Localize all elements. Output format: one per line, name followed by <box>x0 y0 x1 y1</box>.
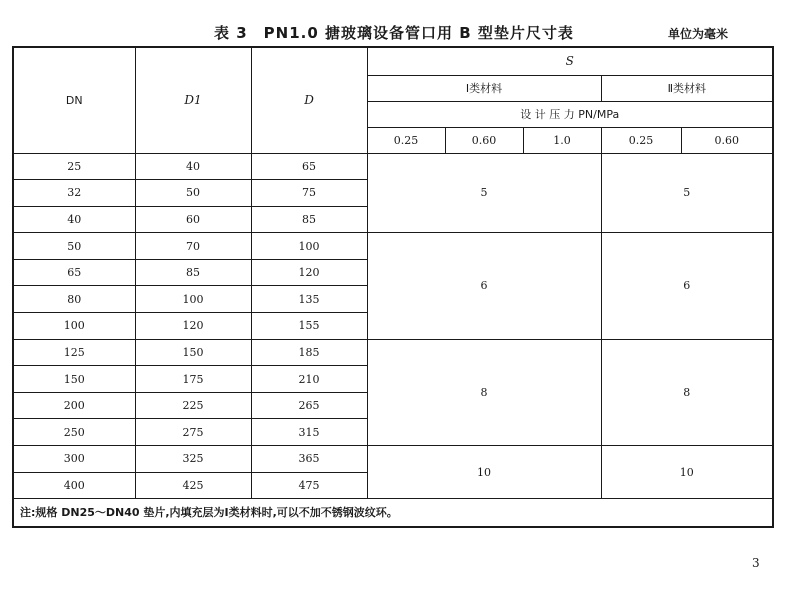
cell-dn: 125 <box>13 339 135 366</box>
cell-dn: 40 <box>13 206 135 233</box>
cell-d1: 85 <box>135 259 251 286</box>
header-pressure-value: 0.25 <box>601 127 681 153</box>
cell-d1: 60 <box>135 206 251 233</box>
cell-s-material-1: 10 <box>367 446 601 499</box>
cell-dn: 65 <box>13 259 135 286</box>
page-number: 3 <box>752 556 760 570</box>
cell-d1: 175 <box>135 366 251 393</box>
cell-d: 475 <box>251 472 367 499</box>
cell-d: 210 <box>251 366 367 393</box>
cell-s-material-2: 5 <box>601 153 773 233</box>
cell-s-material-1: 6 <box>367 233 601 339</box>
cell-d: 185 <box>251 339 367 366</box>
header-material-1: Ⅰ类材料 <box>367 75 601 101</box>
header-pressure-label: 设 计 压 力 PN/MPa <box>367 101 773 127</box>
cell-dn: 50 <box>13 233 135 260</box>
cell-d: 120 <box>251 259 367 286</box>
cell-d1: 150 <box>135 339 251 366</box>
cell-d: 75 <box>251 180 367 207</box>
cell-d: 315 <box>251 419 367 446</box>
header-dn: DN <box>13 47 135 153</box>
cell-dn: 200 <box>13 392 135 419</box>
gasket-dimension-table <box>12 46 774 528</box>
cell-s-material-2: 6 <box>601 233 773 339</box>
cell-d: 135 <box>251 286 367 313</box>
header-material-2: Ⅱ类材料 <box>601 75 773 101</box>
cell-d1: 100 <box>135 286 251 313</box>
cell-dn: 25 <box>13 153 135 180</box>
cell-d1: 225 <box>135 392 251 419</box>
cell-d: 100 <box>251 233 367 260</box>
cell-d: 365 <box>251 446 367 473</box>
cell-dn: 150 <box>13 366 135 393</box>
cell-dn: 100 <box>13 313 135 340</box>
header-d1-label: D1 <box>184 93 202 108</box>
header-pressure-value: 0.60 <box>445 127 523 153</box>
header-pressure-value: 0.25 <box>367 127 445 153</box>
header-pressure-value: 1.0 <box>523 127 601 153</box>
unit-label: 单位为毫米 <box>668 27 729 41</box>
cell-d1: 70 <box>135 233 251 260</box>
cell-d: 85 <box>251 206 367 233</box>
header-d1 <box>135 47 251 153</box>
cell-s-material-1: 5 <box>367 153 601 233</box>
cell-dn: 250 <box>13 419 135 446</box>
cell-d1: 120 <box>135 313 251 340</box>
cell-d: 265 <box>251 392 367 419</box>
cell-d1: 275 <box>135 419 251 446</box>
cell-d: 155 <box>251 313 367 340</box>
cell-dn: 32 <box>13 180 135 207</box>
cell-d: 65 <box>251 153 367 180</box>
cell-d1: 425 <box>135 472 251 499</box>
cell-s-material-1: 8 <box>367 339 601 445</box>
table-note: 注:规格 DN25～DN40 垫片,内填充层为Ⅰ类材料时,可以不加不锈钢波纹环。 <box>13 499 773 527</box>
cell-s-material-2: 8 <box>601 339 773 445</box>
cell-d1: 325 <box>135 446 251 473</box>
cell-dn: 400 <box>13 472 135 499</box>
cell-dn: 300 <box>13 446 135 473</box>
cell-d1: 50 <box>135 180 251 207</box>
table-title: 表 3 PN1.0 搪玻璃设备管口用 B 型垫片尺寸表 <box>214 24 574 42</box>
cell-dn: 80 <box>13 286 135 313</box>
header-s: S <box>367 47 773 75</box>
cell-d1: 40 <box>135 153 251 180</box>
header-d: D <box>251 47 367 153</box>
cell-s-material-2: 10 <box>601 446 773 499</box>
header-pressure-value: 0.60 <box>681 127 773 153</box>
